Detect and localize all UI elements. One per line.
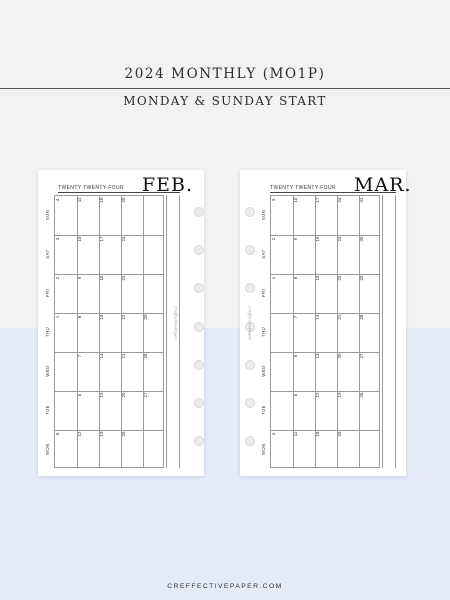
date-number: 21 — [337, 314, 342, 320]
date-number — [143, 274, 149, 282]
weekday-label: SUN — [261, 209, 266, 220]
weekday-label: WED — [45, 364, 50, 377]
binder-hole — [194, 283, 204, 293]
weekday-label: MON — [261, 442, 266, 455]
date-number: 19 — [99, 431, 104, 437]
date-number — [143, 235, 149, 243]
weekday-label: SAT — [45, 248, 50, 259]
brand-watermark: CreffectivePaper — [173, 305, 179, 340]
weekday-label: FRI — [261, 288, 266, 297]
date-number: 24 — [337, 197, 342, 203]
date-number: 18 — [315, 431, 320, 437]
date-number: 10 — [293, 197, 298, 203]
date-number: 7 — [293, 315, 298, 319]
date-number: 2 — [271, 237, 276, 241]
binder-hole — [194, 436, 204, 446]
year-label: TWENTY TWENTY-FOUR — [58, 185, 124, 191]
binder-hole — [245, 398, 255, 408]
date-number — [359, 430, 365, 438]
date-number: 5 — [55, 432, 60, 436]
weekday-label: FRI — [45, 288, 50, 297]
date-number: 16 — [99, 275, 104, 281]
date-number: 6 — [77, 393, 82, 397]
weekday-label: TUE — [261, 404, 266, 415]
date-number: 8 — [77, 315, 82, 319]
binder-hole — [194, 322, 204, 332]
date-number — [55, 352, 61, 360]
binder-hole — [245, 207, 255, 217]
footer-url: CREFFECTIVEPAPER.COM — [167, 583, 283, 590]
page-title: 2024 MONTHLY (MO1P) — [124, 66, 326, 82]
date-number: 2 — [55, 276, 60, 280]
date-number: 23 — [121, 275, 126, 281]
date-number: 12 — [77, 431, 82, 437]
date-number: 3 — [55, 237, 60, 241]
date-number: 11 — [293, 431, 298, 437]
weekday-label: SAT — [261, 248, 266, 259]
page-subtitle: MONDAY & SUNDAY START — [123, 94, 327, 108]
year-label: TWENTY TWENTY-FOUR — [270, 185, 336, 191]
date-number: 4 — [271, 432, 276, 436]
binder-hole — [194, 398, 204, 408]
date-number: 28 — [359, 314, 364, 320]
date-number: 22 — [337, 275, 342, 281]
binder-hole — [245, 436, 255, 446]
date-number: 8 — [293, 276, 298, 280]
date-number: 22 — [121, 314, 126, 320]
date-number: 9 — [293, 237, 298, 241]
date-number: 18 — [99, 197, 104, 203]
date-number: 6 — [293, 354, 298, 358]
month-name: FEB. — [142, 174, 194, 196]
date-number: 14 — [99, 353, 104, 359]
date-number: 1 — [271, 276, 276, 280]
planner-page-feb — [38, 170, 204, 476]
date-number — [271, 352, 277, 360]
date-number: 25 — [121, 197, 126, 203]
date-number: 16 — [315, 236, 320, 242]
date-number: 30 — [359, 236, 364, 242]
date-number — [143, 196, 149, 204]
date-number: 27 — [359, 353, 364, 359]
date-number — [143, 430, 149, 438]
title-divider — [0, 88, 450, 89]
date-number: 19 — [337, 392, 342, 398]
date-number: 17 — [99, 236, 104, 242]
date-number: 7 — [77, 354, 82, 358]
weekday-label: MON — [45, 442, 50, 455]
date-number: 4 — [55, 198, 60, 202]
weekday-label: THU — [45, 326, 50, 337]
date-number: 9 — [77, 276, 82, 280]
date-number: 20 — [337, 353, 342, 359]
date-number: 17 — [315, 197, 320, 203]
date-number: 10 — [77, 236, 82, 242]
weekday-label: WED — [261, 364, 266, 377]
date-number — [271, 313, 277, 321]
binder-hole — [245, 283, 255, 293]
date-number: 26 — [121, 431, 126, 437]
month-name: MAR. — [354, 174, 412, 196]
brand-watermark: CreffectivePaper — [247, 305, 253, 340]
date-number: 27 — [143, 392, 148, 398]
date-number: 15 — [315, 275, 320, 281]
date-number: 24 — [121, 236, 126, 242]
binder-hole — [194, 207, 204, 217]
date-number: 13 — [99, 392, 104, 398]
date-number: 5 — [293, 393, 298, 397]
date-number: 29 — [143, 314, 148, 320]
date-number: 11 — [77, 197, 82, 203]
date-number: 28 — [143, 353, 148, 359]
binder-hole — [194, 360, 204, 370]
weekday-label: TUE — [45, 404, 50, 415]
date-number: 23 — [337, 236, 342, 242]
date-number: 12 — [315, 392, 320, 398]
date-number: 13 — [315, 353, 320, 359]
binder-hole — [245, 245, 255, 255]
binder-hole — [194, 245, 204, 255]
date-number: 26 — [359, 392, 364, 398]
weekday-label: THU — [261, 326, 266, 337]
date-number: 15 — [99, 314, 104, 320]
binder-hole — [245, 360, 255, 370]
date-number — [55, 391, 61, 399]
planner-page-mar — [240, 170, 412, 476]
date-number: 3 — [271, 198, 276, 202]
notes-column — [382, 195, 396, 468]
date-number: 14 — [315, 314, 320, 320]
date-number: 20 — [121, 392, 126, 398]
weekday-label: SUN — [45, 209, 50, 220]
date-number: 31 — [359, 197, 364, 203]
date-number: 29 — [359, 275, 364, 281]
date-number: 21 — [121, 353, 126, 359]
date-number — [271, 391, 277, 399]
date-number: 25 — [337, 431, 342, 437]
date-number: 1 — [55, 315, 60, 319]
